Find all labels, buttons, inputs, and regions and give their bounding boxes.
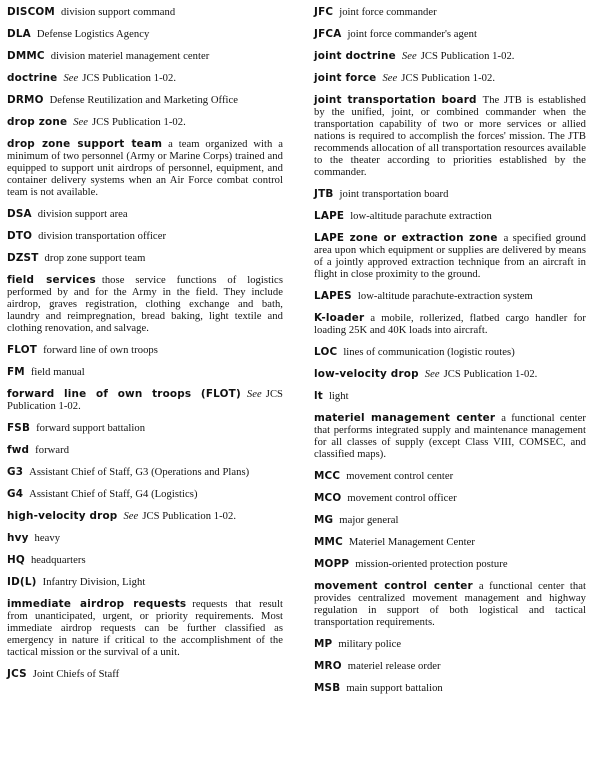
- glossary-right-column: [314, 6, 586, 704]
- glossary-term: drop zone support team: [7, 138, 163, 150]
- glossary-term: FM: [7, 366, 25, 378]
- glossary-term: MG: [314, 514, 334, 526]
- see-reference: See: [123, 511, 139, 522]
- glossary-term: HQ: [7, 554, 25, 566]
- glossary-entry-dla: [7, 28, 283, 41]
- glossary-definition: Defense Reutilization and Marketing Office: [49, 95, 239, 106]
- glossary-entry-doctrine: [7, 72, 283, 85]
- glossary-entry-fm: [7, 366, 283, 379]
- see-reference: See: [73, 117, 89, 128]
- glossary-definition: lines of communication (logistic routes): [343, 347, 515, 358]
- glossary-entry-mco: [314, 492, 586, 505]
- glossary-entry-forward-line-of-own-troops-flot: [7, 388, 283, 413]
- glossary-term: LAPE zone or extraction zone: [314, 232, 498, 244]
- glossary-definition: Assistant Chief of Staff, G3 (Operations and Plans): [29, 467, 250, 478]
- glossary-term: DZST: [7, 252, 39, 264]
- glossary-term: JFCA: [314, 28, 342, 40]
- glossary-definition: a functional center that performs integrated supply and maintenance management for all classes of supply (except Class VIII, COMSEC, and classified maps).: [314, 413, 586, 460]
- glossary-definition: movement control center: [346, 471, 454, 482]
- glossary-entry-k-loader: [314, 312, 586, 337]
- see-reference: See: [63, 73, 79, 84]
- glossary-term: FSB: [7, 422, 31, 434]
- glossary-definition: major general: [339, 515, 399, 526]
- glossary-entry-joint-force: [314, 72, 586, 85]
- glossary-term: DLA: [7, 28, 31, 40]
- glossary-term: MCC: [314, 470, 341, 482]
- glossary-term: FLOT: [7, 344, 38, 356]
- glossary-term: joint force: [314, 72, 377, 84]
- glossary-definition: JCS Publication 1-02.: [7, 389, 283, 412]
- glossary-definition: a mobile, rollerized, flatbed cargo handler for loading 25K and 40K loads into aircraft.: [314, 313, 586, 336]
- glossary-entry-drop-zone: [7, 116, 283, 129]
- glossary-entry-jfca: [314, 28, 586, 41]
- see-reference: See: [424, 369, 440, 380]
- glossary-term: lt: [314, 390, 323, 402]
- glossary-entry-lt: [314, 390, 586, 403]
- glossary-entry-id-l: [7, 576, 283, 589]
- glossary-entry-mcc: [314, 470, 586, 483]
- glossary-definition: JCS Publication 1-02.: [420, 51, 515, 62]
- glossary-entry-msb: [314, 682, 586, 695]
- glossary-entry-materiel-management-center: [314, 412, 586, 461]
- glossary-entry-dmmc: [7, 50, 283, 63]
- glossary-definition: division transportation officer: [38, 231, 167, 242]
- glossary-term: joint doctrine: [314, 50, 396, 62]
- glossary-term: MRO: [314, 660, 342, 672]
- glossary-term: forward line of own troops (FLOT): [7, 388, 241, 400]
- glossary-definition: Defense Logistics Agency: [36, 29, 150, 40]
- glossary-entry-hq: [7, 554, 283, 567]
- glossary-definition: headquarters: [30, 555, 86, 566]
- glossary-definition: JCS Publication 1-02.: [142, 511, 237, 522]
- see-reference: See: [401, 51, 417, 62]
- glossary-entry-lapes: [314, 290, 586, 303]
- glossary-definition: low-altitude parachute extraction: [350, 211, 492, 222]
- glossary-term: MSB: [314, 682, 341, 694]
- glossary-term: JTB: [314, 188, 334, 200]
- glossary-entry-jfc: [314, 6, 586, 19]
- glossary-term: hvy: [7, 532, 29, 544]
- glossary-term: drop zone: [7, 116, 68, 128]
- glossary-term: fwd: [7, 444, 30, 456]
- glossary-term: field services: [7, 274, 96, 286]
- glossary-entry-joint-doctrine: [314, 50, 586, 63]
- glossary-definition: joint transportation board: [339, 189, 449, 200]
- glossary-definition: those service functions of logistics performed by and for the Army in the field. They include airdrop, graves registration, clothing exchange and bath, laundry and reimpregnation, bread baking, light textile and clothing renovation, and salvage.: [7, 275, 283, 334]
- glossary-definition: division support area: [37, 209, 128, 220]
- glossary-entry-mmc: [314, 536, 586, 549]
- glossary-term: DTO: [7, 230, 33, 242]
- glossary-entry-dsa: [7, 208, 283, 221]
- glossary-definition: JCS Publication 1-02.: [82, 73, 177, 84]
- glossary-entry-field-services: [7, 274, 283, 335]
- glossary-definition: forward support battalion: [36, 423, 146, 434]
- glossary-definition: drop zone support team: [44, 253, 146, 264]
- glossary-entry-joint-transportation-board: [314, 94, 586, 179]
- glossary-definition: forward line of own troops: [43, 345, 158, 356]
- glossary-definition: Infantry Division, Light: [42, 577, 146, 588]
- glossary-entry-mp: [314, 638, 586, 651]
- glossary-definition: forward: [35, 445, 70, 456]
- glossary-term: LAPES: [314, 290, 352, 302]
- glossary-entry-high-velocity-drop: [7, 510, 283, 523]
- glossary-term: joint transportation board: [314, 94, 477, 106]
- glossary-definition: joint force commander's agent: [347, 29, 477, 40]
- glossary-definition: JCS Publication 1-02.: [443, 369, 538, 380]
- glossary-definition: division support command: [60, 7, 176, 18]
- glossary-term: MCO: [314, 492, 342, 504]
- glossary-term: DRMO: [7, 94, 44, 106]
- glossary-definition: JCS Publication 1-02.: [401, 73, 496, 84]
- glossary-definition: a team organized with a minimum of two personnel (Army or Marine Corps) trained and equipped to support unit airdrops of personnel, equipment, and container delivery systems when an Air Force combat control team is not available.: [7, 139, 283, 198]
- glossary-entry-g4: [7, 488, 283, 501]
- glossary-left-column: [7, 6, 283, 690]
- glossary-entry-lape: [314, 210, 586, 223]
- glossary-definition: Joint Chiefs of Staff: [32, 669, 120, 680]
- glossary-definition: Assistant Chief of Staff, G4 (Logistics): [29, 489, 198, 500]
- glossary-definition: division materiel management center: [50, 51, 210, 62]
- glossary-entry-movement-control-center: [314, 580, 586, 629]
- glossary-term: doctrine: [7, 72, 58, 84]
- glossary-definition: mission-oriented protection posture: [355, 559, 508, 570]
- glossary-term: MP: [314, 638, 333, 650]
- glossary-term: MOPP: [314, 558, 350, 570]
- glossary-entry-jcs: [7, 668, 283, 681]
- glossary-definition: low-altitude parachute-extraction system: [357, 291, 533, 302]
- glossary-entry-low-velocity-drop: [314, 368, 586, 381]
- glossary-term: JCS: [7, 668, 27, 680]
- glossary-term: K-loader: [314, 312, 365, 324]
- glossary-definition: Materiel Management Center: [348, 537, 475, 548]
- glossary-definition: joint force commander: [339, 7, 437, 18]
- glossary-entry-drmo: [7, 94, 283, 107]
- glossary-entry-g3: [7, 466, 283, 479]
- glossary-definition: a functional center that provides centralized movement management and highway regulation in support of both logistical and tactical transportation requirements.: [314, 581, 586, 628]
- glossary-term: materiel management center: [314, 412, 496, 424]
- glossary-term: ID(L): [7, 576, 37, 588]
- glossary-definition: JCS Publication 1-02.: [92, 117, 186, 128]
- glossary-definition: The JTB is established by the unified, joint, or combined commander when the transportation capability of two or more services or allied nations is required to accomplish the forces' mission. The JTB recommends allocation of all transportation resources available to the theater according to priorities established by the commander.: [314, 95, 587, 178]
- glossary-entry-dto: [7, 230, 283, 243]
- glossary-entry-lape-zone-or-extraction-zone: [314, 232, 586, 281]
- see-reference: See: [246, 389, 262, 400]
- see-reference: See: [382, 73, 398, 84]
- glossary-definition: light: [328, 391, 349, 402]
- glossary-definition: a specified ground area upon which equipment or supplies are delivered by means of a jointly approved extraction technique from an aircraft in flight in close proximity to the ground.: [314, 233, 586, 280]
- glossary-term: DISCOM: [7, 6, 55, 18]
- glossary-entry-flot: [7, 344, 283, 357]
- glossary-term: DSA: [7, 208, 32, 220]
- glossary-entry-fwd: [7, 444, 283, 457]
- glossary-entry-fsb: [7, 422, 283, 435]
- glossary-term: MMC: [314, 536, 343, 548]
- glossary-definition: field manual: [30, 367, 85, 378]
- glossary-term: JFC: [314, 6, 334, 18]
- glossary-term: high-velocity drop: [7, 510, 118, 522]
- glossary-entry-discom: [7, 6, 283, 19]
- glossary-definition: military police: [338, 639, 402, 650]
- glossary-term: LOC: [314, 346, 338, 358]
- glossary-entry-mopp: [314, 558, 586, 571]
- glossary-entry-immediate-airdrop-requests: [7, 598, 283, 659]
- glossary-entry-drop-zone-support-team: [7, 138, 283, 199]
- glossary-term: immediate airdrop requests: [7, 598, 187, 610]
- glossary-term: G3: [7, 466, 24, 478]
- glossary-entry-hvy: [7, 532, 283, 545]
- glossary-term: movement control center: [314, 580, 473, 592]
- glossary-definition: requests that result from unanticipated, urgent, or priority requirements. Most immediate airdrop requests can be further classified as emergency in nature if critical to the accomplishment of the tactical mission or the survival of a unit.: [7, 599, 284, 658]
- glossary-term: G4: [7, 488, 24, 500]
- glossary-entry-jtb: [314, 188, 586, 201]
- glossary-term: LAPE: [314, 210, 345, 222]
- glossary-definition: main support battalion: [346, 683, 443, 694]
- glossary-entry-loc: [314, 346, 586, 359]
- glossary-entry-dzst: [7, 252, 283, 265]
- glossary-term: low-velocity drop: [314, 368, 419, 380]
- glossary-definition: movement control officer: [347, 493, 457, 504]
- glossary-term: DMMC: [7, 50, 45, 62]
- glossary-entry-mg: [314, 514, 586, 527]
- glossary-definition: materiel release order: [347, 661, 441, 672]
- glossary-entry-mro: [314, 660, 586, 673]
- glossary-definition: heavy: [34, 533, 61, 544]
